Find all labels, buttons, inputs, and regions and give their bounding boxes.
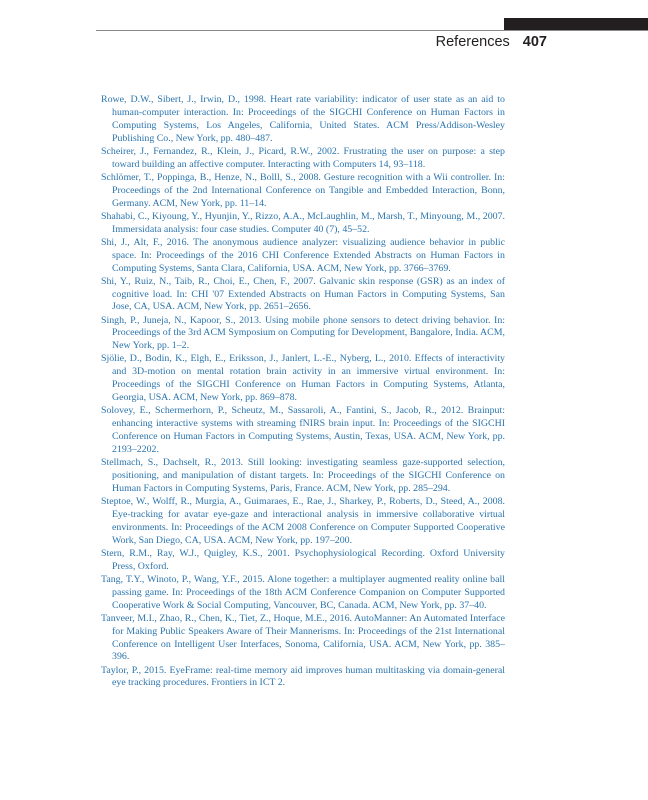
header-rule <box>96 30 648 31</box>
reference-entry: Steptoe, W., Wolff, R., Murgia, A., Guimaraes, E., Rae, J., Sharkey, P., Roberts, D., Steed, A., 2008. Eye-tracking for avatar eye-gaze and interactional analysis in immersive collaborative virtual environments. In: Proceedings of the ACM 2008 Conference on Computer Supported Cooperative Work, San Diego, CA, USA. ACM, New York, pp. 197–200. <box>101 495 505 546</box>
reference-entry: Shi, Y., Ruiz, N., Taib, R., Choi, E., Chen, F., 2007. Galvanic skin response (GSR) as an index of cognitive load. In: CHI '07 Extended Abstracts on Human Factors in Computing Systems, San Jose, CA, USA. ACM, New York, pp. 2651–2656. <box>101 275 505 313</box>
reference-entry: Singh, P., Juneja, N., Kapoor, S., 2013. Using mobile phone sensors to detect driving behavior. In: Proceedings of the 3rd ACM Symposium on Computing for Development, Bangalore, India. ACM, New York, pp. 1–2. <box>101 314 505 352</box>
reference-entry: Shi, J., Alt, F., 2016. The anonymous audience analyzer: visualizing audience behavior in public space. In: Proceedings of the 2016 CHI Conference Extended Abstracts on Human Factors in Computing Systems, Santa Clara, California, USA. ACM, New York, pp. 3766–3769. <box>101 236 505 274</box>
page-number: 407 <box>522 34 547 50</box>
reference-entry: Tanveer, M.I., Zhao, R., Chen, K., Tiet, Z., Hoque, M.E., 2016. AutoManner: An Automated Interface for Making Public Speakers Aware of Their Mannerisms. In: Proceedings of the 21st International Conference on Intelligent User Interfaces, Sonoma, California, USA. ACM, New York, pp. 385–396. <box>101 612 505 663</box>
reference-entry: Taylor, P., 2015. EyeFrame: real-time memory aid improves human multitasking via domain-general eye tracking procedures. Frontiers in ICT 2. <box>101 664 505 689</box>
header-accent-bar <box>504 18 648 30</box>
section-title: References <box>435 34 510 50</box>
reference-entry: Tang, T.Y., Winoto, P., Wang, Y.F., 2015. Alone together: a multiplayer augmented reality online ball passing game. In: Proceedings of the 18th ACM Conference Companion on Computer Supported Cooperative Work & Social Computing, Vancouver, BC, Canada. ACM, New York, pp. 37–40. <box>101 573 505 611</box>
running-head <box>436 34 547 50</box>
reference-entry: Sjölie, D., Bodin, K., Elgh, E., Eriksson, J., Janlert, L.-E., Nyberg, L., 2010. Effects of interactivity and 3D-motion on mental rotation brain activity in an immersive virtual environment. In: Proceedings of the SIGCHI Conference on Human Factors in Computing Systems, Atlanta, Georgia, USA. ACM, New York, pp. 869–878. <box>101 353 505 404</box>
reference-entry: Solovey, E., Schermerhorn, P., Scheutz, M., Sassaroli, A., Fantini, S., Jacob, R., 2012. Brainput: enhancing interactive systems with streaming fNIRS brain input. In: Proceedings of the SIGCHI Conference on Human Factors in Computing Systems, Austin, Texas, USA. ACM, New York, pp. 2193–2202. <box>101 405 505 455</box>
reference-list <box>101 94 505 691</box>
reference-entry: Stellmach, S., Dachselt, R., 2013. Still looking: investigating seamless gaze-supported selection, positioning, and manipulation of distant targets. In: Proceedings of the SIGCHI Conference on Human Factors in Computing Systems, Paris, France. ACM, New York, pp. 285–294. <box>101 457 505 494</box>
reference-entry: Shahabi, C., Kiyoung, Y., Hyunjin, Y., Rizzo, A.A., McLaughlin, M., Marsh, T., Minyoung, M., 2007. Immersidata analysis: four case studies. Computer 40 (7), 45–52. <box>101 210 505 235</box>
reference-entry: Stern, R.M., Ray, W.J., Quigley, K.S., 2001. Psychophysiological Recording. Oxford University Press, Oxford. <box>101 547 505 572</box>
reference-entry: Rowe, D.W., Sibert, J., Irwin, D., 1998. Heart rate variability: indicator of user state as an aid to human-computer interaction. In: Proceedings of the SIGCHI Conference on Human Factors in Computing Systems, Los Angeles, California, United States. ACM Press/Addison-Wesley Publishing Co., New York, pp. 480–487. <box>101 94 505 144</box>
reference-entry: Scheirer, J., Fernandez, R., Klein, J., Picard, R.W., 2002. Frustrating the user on purpose: a step toward building an affective computer. Interacting with Computers 14, 93–118. <box>101 145 505 170</box>
reference-entry: Schlömer, T., Poppinga, B., Henze, N., Bolll, S., 2008. Gesture recognition with a Wii controller. In: Proceedings of the 2nd International Conference on Tangible and Embedded Interaction, Bonn, Germany. ACM, New York, pp. 11–14. <box>101 171 505 209</box>
